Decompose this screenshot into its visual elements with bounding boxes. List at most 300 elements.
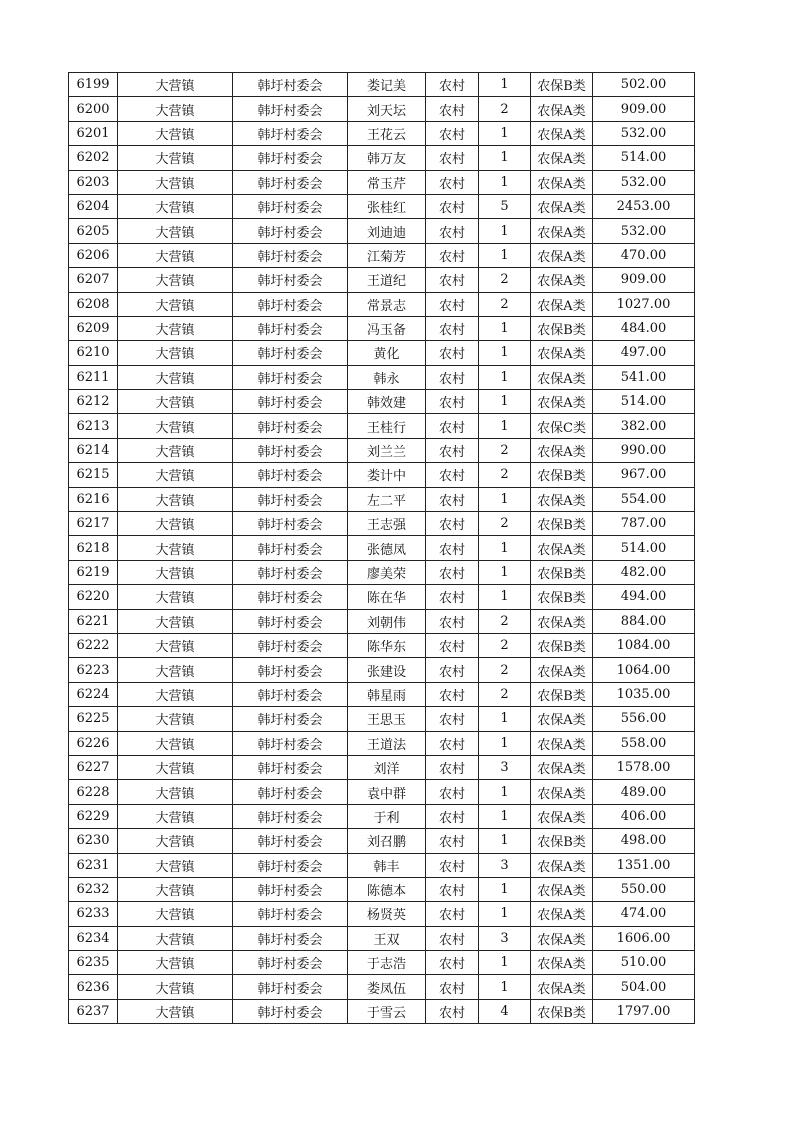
record-id-cell: 6205 (69, 219, 118, 243)
town-cell: 大营镇 (118, 341, 233, 365)
household-count-cell: 2 (479, 682, 531, 706)
person-name-cell: 常景志 (348, 292, 426, 316)
record-id-cell: 6236 (69, 975, 118, 999)
person-name-cell: 张德凤 (348, 536, 426, 560)
village-committee-cell: 韩圩村委会 (233, 731, 348, 755)
household-count-cell: 1 (479, 560, 531, 584)
record-id-cell: 6228 (69, 780, 118, 804)
insurance-category-cell: 农保C类 (531, 414, 593, 438)
village-committee-cell: 韩圩村委会 (233, 951, 348, 975)
town-cell: 大营镇 (118, 829, 233, 853)
village-committee-cell: 韩圩村委会 (233, 609, 348, 633)
insurance-category-cell: 农保A类 (531, 219, 593, 243)
residence-type-cell: 农村 (426, 731, 479, 755)
record-id-cell: 6201 (69, 121, 118, 145)
town-cell: 大营镇 (118, 804, 233, 828)
record-id-cell: 6208 (69, 292, 118, 316)
amount-cell: 497.00 (593, 341, 695, 365)
record-id-cell: 6231 (69, 853, 118, 877)
insurance-category-cell: 农保B类 (531, 560, 593, 584)
insurance-category-cell: 农保B类 (531, 999, 593, 1023)
residence-type-cell: 农村 (426, 829, 479, 853)
village-committee-cell: 韩圩村委会 (233, 390, 348, 414)
household-count-cell: 5 (479, 194, 531, 218)
insurance-category-cell: 农保A类 (531, 853, 593, 877)
residence-type-cell: 农村 (426, 975, 479, 999)
person-name-cell: 刘天坛 (348, 97, 426, 121)
town-cell: 大营镇 (118, 438, 233, 462)
table-row (69, 658, 695, 682)
record-id-cell: 6204 (69, 194, 118, 218)
insurance-category-cell: 农保B类 (531, 633, 593, 657)
amount-cell: 884.00 (593, 609, 695, 633)
amount-cell: 1084.00 (593, 633, 695, 657)
household-count-cell: 1 (479, 316, 531, 340)
table-row (69, 999, 695, 1023)
household-count-cell: 1 (479, 829, 531, 853)
village-committee-cell: 韩圩村委会 (233, 341, 348, 365)
amount-cell: 474.00 (593, 902, 695, 926)
residence-type-cell: 农村 (426, 146, 479, 170)
village-committee-cell: 韩圩村委会 (233, 780, 348, 804)
residence-type-cell: 农村 (426, 121, 479, 145)
residence-type-cell: 农村 (426, 633, 479, 657)
amount-cell: 514.00 (593, 390, 695, 414)
household-count-cell: 1 (479, 341, 531, 365)
table-row (69, 877, 695, 901)
record-id-cell: 6230 (69, 829, 118, 853)
table-row (69, 560, 695, 584)
household-count-cell: 1 (479, 585, 531, 609)
village-committee-cell: 韩圩村委会 (233, 926, 348, 950)
village-committee-cell: 韩圩村委会 (233, 975, 348, 999)
residence-type-cell: 农村 (426, 316, 479, 340)
amount-cell: 1606.00 (593, 926, 695, 950)
person-name-cell: 王花云 (348, 121, 426, 145)
record-id-cell: 6225 (69, 707, 118, 731)
insurance-category-cell: 农保A类 (531, 780, 593, 804)
record-id-cell: 6218 (69, 536, 118, 560)
person-name-cell: 陈华东 (348, 633, 426, 657)
person-name-cell: 刘迪迪 (348, 219, 426, 243)
insurance-category-cell: 农保A类 (531, 194, 593, 218)
household-count-cell: 1 (479, 73, 531, 97)
town-cell: 大营镇 (118, 390, 233, 414)
household-count-cell: 3 (479, 926, 531, 950)
village-committee-cell: 韩圩村委会 (233, 829, 348, 853)
village-committee-cell: 韩圩村委会 (233, 414, 348, 438)
person-name-cell: 王道法 (348, 731, 426, 755)
town-cell: 大营镇 (118, 463, 233, 487)
household-count-cell: 1 (479, 365, 531, 389)
table-row (69, 902, 695, 926)
record-id-cell: 6214 (69, 438, 118, 462)
table-row (69, 487, 695, 511)
residence-type-cell: 农村 (426, 243, 479, 267)
amount-cell: 558.00 (593, 731, 695, 755)
residence-type-cell: 农村 (426, 658, 479, 682)
town-cell: 大营镇 (118, 707, 233, 731)
record-id-cell: 6224 (69, 682, 118, 706)
residence-type-cell: 农村 (426, 707, 479, 731)
town-cell: 大营镇 (118, 975, 233, 999)
amount-cell: 532.00 (593, 121, 695, 145)
record-id-cell: 6212 (69, 390, 118, 414)
record-id-cell: 6219 (69, 560, 118, 584)
residence-type-cell: 农村 (426, 268, 479, 292)
town-cell: 大营镇 (118, 243, 233, 267)
table-row (69, 926, 695, 950)
table-row (69, 829, 695, 853)
amount-cell: 514.00 (593, 536, 695, 560)
village-committee-cell: 韩圩村委会 (233, 755, 348, 779)
insurance-category-cell: 农保A类 (531, 609, 593, 633)
household-count-cell: 2 (479, 292, 531, 316)
town-cell: 大营镇 (118, 585, 233, 609)
record-id-cell: 6226 (69, 731, 118, 755)
residence-type-cell: 农村 (426, 999, 479, 1023)
insurance-category-cell: 农保A类 (531, 658, 593, 682)
table-row (69, 951, 695, 975)
person-name-cell: 常玉芹 (348, 170, 426, 194)
insurance-category-cell: 农保B类 (531, 585, 593, 609)
table-row (69, 121, 695, 145)
town-cell: 大营镇 (118, 902, 233, 926)
household-count-cell: 2 (479, 97, 531, 121)
village-committee-cell: 韩圩村委会 (233, 121, 348, 145)
town-cell: 大营镇 (118, 731, 233, 755)
town-cell: 大营镇 (118, 268, 233, 292)
person-name-cell: 王道纪 (348, 268, 426, 292)
town-cell: 大营镇 (118, 682, 233, 706)
table-row (69, 316, 695, 340)
residence-type-cell: 农村 (426, 512, 479, 536)
village-committee-cell: 韩圩村委会 (233, 560, 348, 584)
residence-type-cell: 农村 (426, 390, 479, 414)
household-count-cell: 2 (479, 512, 531, 536)
insurance-category-cell: 农保A类 (531, 170, 593, 194)
amount-cell: 541.00 (593, 365, 695, 389)
household-count-cell: 1 (479, 243, 531, 267)
insurance-category-cell: 农保B类 (531, 463, 593, 487)
record-id-cell: 6220 (69, 585, 118, 609)
person-name-cell: 于雪云 (348, 999, 426, 1023)
table-row (69, 390, 695, 414)
amount-cell: 909.00 (593, 268, 695, 292)
amount-cell: 532.00 (593, 219, 695, 243)
amount-cell: 504.00 (593, 975, 695, 999)
amount-cell: 494.00 (593, 585, 695, 609)
village-committee-cell: 韩圩村委会 (233, 194, 348, 218)
village-committee-cell: 韩圩村委会 (233, 877, 348, 901)
residence-type-cell: 农村 (426, 536, 479, 560)
table-row (69, 219, 695, 243)
household-count-cell: 1 (479, 487, 531, 511)
residence-type-cell: 农村 (426, 682, 479, 706)
village-committee-cell: 韩圩村委会 (233, 219, 348, 243)
amount-cell: 498.00 (593, 829, 695, 853)
household-count-cell: 2 (479, 609, 531, 633)
town-cell: 大营镇 (118, 219, 233, 243)
residence-type-cell: 农村 (426, 438, 479, 462)
amount-cell: 787.00 (593, 512, 695, 536)
person-name-cell: 韩万友 (348, 146, 426, 170)
village-committee-cell: 韩圩村委会 (233, 633, 348, 657)
town-cell: 大营镇 (118, 292, 233, 316)
village-committee-cell: 韩圩村委会 (233, 97, 348, 121)
person-name-cell: 于利 (348, 804, 426, 828)
table-row (69, 853, 695, 877)
town-cell: 大营镇 (118, 146, 233, 170)
table-row (69, 463, 695, 487)
insurance-category-cell: 农保A类 (531, 292, 593, 316)
insurance-category-cell: 农保A类 (531, 268, 593, 292)
amount-cell: 532.00 (593, 170, 695, 194)
town-cell: 大营镇 (118, 194, 233, 218)
residence-type-cell: 农村 (426, 755, 479, 779)
amount-cell: 1064.00 (593, 658, 695, 682)
table-row (69, 438, 695, 462)
household-count-cell: 2 (479, 438, 531, 462)
town-cell: 大营镇 (118, 512, 233, 536)
person-name-cell: 王志强 (348, 512, 426, 536)
household-count-cell: 1 (479, 414, 531, 438)
village-committee-cell: 韩圩村委会 (233, 536, 348, 560)
village-committee-cell: 韩圩村委会 (233, 365, 348, 389)
amount-cell: 470.00 (593, 243, 695, 267)
amount-cell: 1035.00 (593, 682, 695, 706)
insurance-category-cell: 农保A类 (531, 755, 593, 779)
insurance-category-cell: 农保B类 (531, 829, 593, 853)
village-committee-cell: 韩圩村委会 (233, 292, 348, 316)
insurance-category-cell: 农保A类 (531, 121, 593, 145)
household-count-cell: 1 (479, 536, 531, 560)
person-name-cell: 张建设 (348, 658, 426, 682)
table-body (69, 73, 695, 1024)
insurance-category-cell: 农保A类 (531, 97, 593, 121)
insurance-category-cell: 农保B类 (531, 316, 593, 340)
record-id-cell: 6229 (69, 804, 118, 828)
residence-type-cell: 农村 (426, 926, 479, 950)
village-committee-cell: 韩圩村委会 (233, 487, 348, 511)
amount-cell: 556.00 (593, 707, 695, 731)
person-name-cell: 娄计中 (348, 463, 426, 487)
residence-type-cell: 农村 (426, 341, 479, 365)
village-committee-cell: 韩圩村委会 (233, 73, 348, 97)
table-row (69, 292, 695, 316)
residence-type-cell: 农村 (426, 804, 479, 828)
table-row (69, 73, 695, 97)
insurance-category-cell: 农保A类 (531, 536, 593, 560)
village-committee-cell: 韩圩村委会 (233, 170, 348, 194)
household-count-cell: 3 (479, 755, 531, 779)
town-cell: 大营镇 (118, 999, 233, 1023)
residence-type-cell: 农村 (426, 463, 479, 487)
household-count-cell: 1 (479, 170, 531, 194)
town-cell: 大营镇 (118, 316, 233, 340)
insurance-category-cell: 农保A类 (531, 804, 593, 828)
residence-type-cell: 农村 (426, 414, 479, 438)
amount-cell: 502.00 (593, 73, 695, 97)
household-count-cell: 1 (479, 121, 531, 145)
data-table (68, 72, 695, 1024)
residence-type-cell: 农村 (426, 365, 479, 389)
household-count-cell: 2 (479, 633, 531, 657)
record-id-cell: 6216 (69, 487, 118, 511)
table-row (69, 170, 695, 194)
insurance-category-cell: 农保A类 (531, 390, 593, 414)
village-committee-cell: 韩圩村委会 (233, 438, 348, 462)
residence-type-cell: 农村 (426, 292, 479, 316)
town-cell: 大营镇 (118, 755, 233, 779)
household-count-cell: 1 (479, 780, 531, 804)
residence-type-cell: 农村 (426, 609, 479, 633)
insurance-category-cell: 农保A类 (531, 438, 593, 462)
person-name-cell: 江菊芳 (348, 243, 426, 267)
record-id-cell: 6227 (69, 755, 118, 779)
insurance-category-cell: 农保A类 (531, 877, 593, 901)
person-name-cell: 廖美荣 (348, 560, 426, 584)
village-committee-cell: 韩圩村委会 (233, 853, 348, 877)
table-row (69, 633, 695, 657)
table-row (69, 755, 695, 779)
town-cell: 大营镇 (118, 487, 233, 511)
village-committee-cell: 韩圩村委会 (233, 146, 348, 170)
town-cell: 大营镇 (118, 853, 233, 877)
table-row (69, 97, 695, 121)
household-count-cell: 1 (479, 219, 531, 243)
table-row (69, 609, 695, 633)
record-id-cell: 6207 (69, 268, 118, 292)
amount-cell: 382.00 (593, 414, 695, 438)
person-name-cell: 王思玉 (348, 707, 426, 731)
town-cell: 大营镇 (118, 414, 233, 438)
residence-type-cell: 农村 (426, 560, 479, 584)
record-id-cell: 6199 (69, 73, 118, 97)
amount-cell: 1027.00 (593, 292, 695, 316)
household-count-cell: 1 (479, 731, 531, 755)
household-count-cell: 1 (479, 951, 531, 975)
household-count-cell: 1 (479, 707, 531, 731)
village-committee-cell: 韩圩村委会 (233, 512, 348, 536)
amount-cell: 554.00 (593, 487, 695, 511)
record-id-cell: 6237 (69, 999, 118, 1023)
amount-cell: 2453.00 (593, 194, 695, 218)
household-count-cell: 1 (479, 804, 531, 828)
person-name-cell: 韩永 (348, 365, 426, 389)
amount-cell: 1351.00 (593, 853, 695, 877)
insurance-category-cell: 农保A类 (531, 365, 593, 389)
household-count-cell: 4 (479, 999, 531, 1023)
person-name-cell: 杨贤英 (348, 902, 426, 926)
village-committee-cell: 韩圩村委会 (233, 707, 348, 731)
village-committee-cell: 韩圩村委会 (233, 804, 348, 828)
residence-type-cell: 农村 (426, 194, 479, 218)
village-committee-cell: 韩圩村委会 (233, 902, 348, 926)
person-name-cell: 韩效建 (348, 390, 426, 414)
record-id-cell: 6206 (69, 243, 118, 267)
residence-type-cell: 农村 (426, 902, 479, 926)
table-row (69, 268, 695, 292)
village-committee-cell: 韩圩村委会 (233, 999, 348, 1023)
village-committee-cell: 韩圩村委会 (233, 268, 348, 292)
person-name-cell: 冯玉备 (348, 316, 426, 340)
insurance-category-cell: 农保A类 (531, 951, 593, 975)
table-row (69, 975, 695, 999)
amount-cell: 510.00 (593, 951, 695, 975)
town-cell: 大营镇 (118, 951, 233, 975)
household-count-cell: 1 (479, 902, 531, 926)
town-cell: 大营镇 (118, 877, 233, 901)
record-id-cell: 6213 (69, 414, 118, 438)
record-id-cell: 6234 (69, 926, 118, 950)
table-row (69, 512, 695, 536)
insurance-category-cell: 农保B类 (531, 512, 593, 536)
person-name-cell: 于志浩 (348, 951, 426, 975)
residence-type-cell: 农村 (426, 219, 479, 243)
record-id-cell: 6217 (69, 512, 118, 536)
village-committee-cell: 韩圩村委会 (233, 463, 348, 487)
record-id-cell: 6210 (69, 341, 118, 365)
amount-cell: 484.00 (593, 316, 695, 340)
town-cell: 大营镇 (118, 926, 233, 950)
amount-cell: 550.00 (593, 877, 695, 901)
record-id-cell: 6232 (69, 877, 118, 901)
town-cell: 大营镇 (118, 536, 233, 560)
insurance-category-cell: 农保A类 (531, 243, 593, 267)
town-cell: 大营镇 (118, 633, 233, 657)
person-name-cell: 韩丰 (348, 853, 426, 877)
amount-cell: 514.00 (593, 146, 695, 170)
person-name-cell: 娄凤伍 (348, 975, 426, 999)
amount-cell: 1797.00 (593, 999, 695, 1023)
table-row (69, 194, 695, 218)
person-name-cell: 娄记美 (348, 73, 426, 97)
household-count-cell: 1 (479, 877, 531, 901)
person-name-cell: 王桂行 (348, 414, 426, 438)
person-name-cell: 陈在华 (348, 585, 426, 609)
person-name-cell: 袁中群 (348, 780, 426, 804)
residence-type-cell: 农村 (426, 487, 479, 511)
amount-cell: 1578.00 (593, 755, 695, 779)
record-id-cell: 6209 (69, 316, 118, 340)
table-row (69, 365, 695, 389)
household-count-cell: 2 (479, 268, 531, 292)
residence-type-cell: 农村 (426, 97, 479, 121)
table-row (69, 682, 695, 706)
insurance-category-cell: 农保A类 (531, 341, 593, 365)
town-cell: 大营镇 (118, 780, 233, 804)
insurance-category-cell: 农保A类 (531, 707, 593, 731)
amount-cell: 406.00 (593, 804, 695, 828)
person-name-cell: 张桂红 (348, 194, 426, 218)
record-id-cell: 6202 (69, 146, 118, 170)
record-id-cell: 6235 (69, 951, 118, 975)
person-name-cell: 左二平 (348, 487, 426, 511)
table-row (69, 243, 695, 267)
town-cell: 大营镇 (118, 97, 233, 121)
table-row (69, 414, 695, 438)
residence-type-cell: 农村 (426, 780, 479, 804)
table-row (69, 585, 695, 609)
record-id-cell: 6215 (69, 463, 118, 487)
table-row (69, 146, 695, 170)
household-count-cell: 1 (479, 975, 531, 999)
person-name-cell: 刘洋 (348, 755, 426, 779)
record-id-cell: 6200 (69, 97, 118, 121)
insurance-category-cell: 农保B类 (531, 73, 593, 97)
insurance-category-cell: 农保B类 (531, 682, 593, 706)
